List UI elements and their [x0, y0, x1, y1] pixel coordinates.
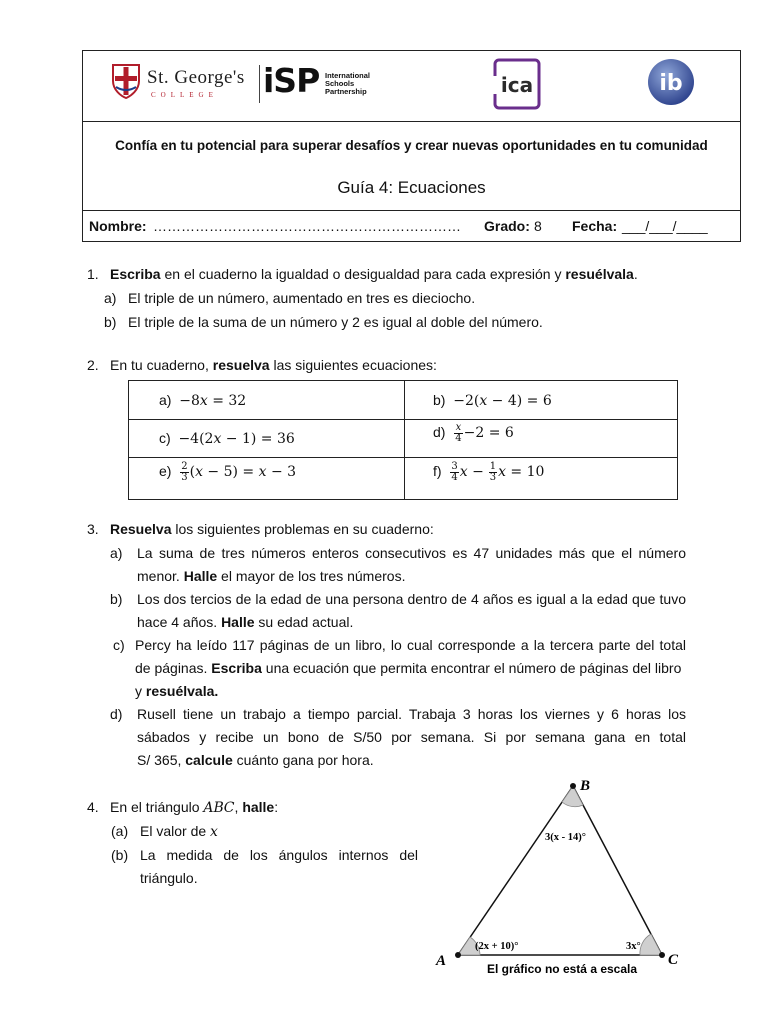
q4-text3: : [274, 799, 279, 815]
name-field[interactable]: ………………………………………………………… [153, 218, 461, 234]
q3-b-line2 [137, 614, 353, 630]
logo-row [83, 51, 740, 122]
motto-row [83, 122, 740, 211]
q1-bold2: resuélvala [565, 266, 634, 282]
st-georges-name: St. George's [147, 67, 245, 88]
angle-c-arc [640, 934, 662, 955]
q4-a-math: 𝑥 [210, 824, 218, 840]
triangle-figure [430, 775, 690, 980]
equation-e-fraction [180, 462, 188, 483]
isp-logo-text: iSP [263, 61, 320, 100]
q4-a-text-main: El valor de [140, 823, 211, 839]
name-label: Nombre: [89, 218, 147, 234]
equation-b-label: b) [433, 392, 446, 408]
q3-b-line2-text: hace 4 años. [137, 614, 222, 630]
q3-d-line3-bold: calcule [185, 752, 233, 768]
q3-a-line2 [137, 568, 405, 584]
q1-b-label: b) [104, 314, 117, 330]
q3-a-line2-bold: Halle [183, 568, 218, 584]
q4-number: 4. [87, 799, 99, 815]
table-divider-row1 [129, 419, 677, 420]
grade-value: 8 [534, 218, 542, 234]
q3-d-line3-rest: cuánto gana por hora. [232, 752, 374, 768]
q3-statement [110, 521, 434, 537]
q3-d-label: d) [110, 706, 123, 722]
equation-e-numerator: 2 [181, 461, 188, 472]
q1-a-text: El triple de un número, aumentado en tres es dieciocho. [128, 290, 476, 306]
equation-b [433, 392, 552, 409]
vertex-c-label: C [668, 952, 679, 968]
q4-b-label: (b) [111, 847, 129, 863]
q3-c-line2 [135, 660, 681, 676]
isp-logo-sub [325, 72, 370, 96]
q3-number: 3. [87, 521, 99, 537]
q3-c-line3 [135, 683, 218, 699]
equation-d-label: d) [433, 424, 446, 441]
equation-c [159, 430, 295, 447]
q3-text1: los siguientes problemas en su cuaderno: [171, 521, 434, 537]
q3-a-line2-text: menor. [137, 568, 184, 584]
q1-statement [110, 266, 638, 282]
equation-f-numerator2: 1 [489, 461, 497, 472]
q3-d-line1: Rusell tiene un trabajo a tiempo parcial. Trabaja 3 horas los viernes y 6 horas los [137, 706, 686, 722]
q2-statement [110, 357, 437, 373]
q4-b-line2: triángulo. [140, 870, 198, 886]
isp-logo [263, 61, 319, 100]
equation-c-label: c) [159, 430, 171, 446]
equation-f-numerator1: 3 [451, 461, 458, 472]
equation-f-rest: 𝑥 = 10 [498, 464, 545, 481]
q4-statement [110, 799, 278, 816]
q4-bold1: halle [242, 799, 275, 815]
q3-d-line3-text: S/ 365, [137, 752, 186, 768]
angle-a-label: (2x + 10)° [475, 941, 519, 952]
equation-e [159, 462, 296, 483]
side-bc [573, 786, 662, 955]
equation-b-expr: −2(𝑥 − 4) = 6 [453, 393, 552, 409]
q3-a-line2-rest: el mayor de los tres números. [217, 568, 406, 584]
q4-a-label: (a) [111, 823, 129, 839]
equation-a-label: a) [159, 392, 172, 408]
equation-d [433, 423, 514, 444]
q4-text1: En el triángulo [110, 799, 204, 815]
isp-sub-line2: Schools [325, 79, 355, 88]
equation-a [159, 392, 246, 409]
q1-number: 1. [87, 266, 99, 282]
equation-d-rest: −2 = 6 [463, 425, 514, 442]
q2-text2: las siguientes ecuaciones: [269, 357, 437, 373]
q3-b-line2-rest: su edad actual. [254, 614, 354, 630]
q4-b-line1: La medida de los ángulos internos del [140, 847, 418, 863]
header-box [82, 50, 741, 242]
vertex-b-label: B [580, 778, 591, 794]
ica-logo [491, 56, 543, 112]
equation-f-fraction1 [450, 462, 458, 483]
equation-d-numerator: 𝑥 [455, 422, 462, 433]
ica-logo-text: ica [500, 73, 534, 97]
q3-d-line2: sábados y recibe un bono de S/50 por semana. Si por semana gana en total [137, 729, 686, 745]
q3-c-line2-rest: una ecuación que permita encontrar el número de páginas del libro [261, 660, 682, 676]
equation-f-denominator1: 4 [451, 472, 458, 483]
equation-f-fraction2 [489, 462, 497, 483]
q4-text2: , [234, 799, 243, 815]
table-divider-row2 [129, 457, 677, 458]
side-ab [458, 786, 573, 955]
vertex-b-dot [570, 783, 576, 789]
q3-b-label: b) [110, 591, 123, 607]
equation-c-expr: −4(2𝑥 − 1) = 36 [178, 431, 295, 447]
figure-caption: El gráfico no está a escala [486, 962, 638, 976]
q3-c-line3-bold: resuélvala. [145, 683, 219, 699]
equation-a-expr: −8𝑥 = 32 [179, 393, 247, 409]
isp-sub-line3: Partnership [325, 87, 367, 96]
isp-sub-line1: International [325, 71, 371, 80]
shield-icon [111, 63, 141, 99]
table-divider-vertical [404, 381, 405, 499]
q4-a-text [140, 823, 218, 840]
q3-c-line2-bold: Escriba [211, 660, 262, 676]
vertex-c-dot [659, 952, 665, 958]
q2-text1: En tu cuaderno, [110, 357, 213, 373]
q3-bold1: Resuelva [110, 521, 172, 537]
motto: Confía en tu potencial para superar desafíos y crear nuevas oportunidades en tu comunidad [115, 138, 708, 153]
equation-e-label: e) [159, 463, 172, 480]
equation-e-rest: (𝑥 − 5) = 𝑥 − 3 [189, 464, 297, 481]
angle-b-label: 3(x - 14)° [545, 832, 586, 843]
equation-d-fraction [454, 423, 462, 444]
q3-a-label: a) [110, 545, 123, 561]
q3-b-line1: Los dos tercios de la edad de una persona dentro de 4 años es igual a la edad que tuvo [137, 591, 686, 607]
grade-label: Grado: [484, 218, 530, 234]
q3-c-line2-text: de páginas. [135, 660, 212, 676]
equation-table [128, 380, 678, 500]
date-field[interactable]: ___/___/____ [622, 218, 708, 234]
equation-f [433, 462, 544, 483]
equation-f-denominator2: 3 [489, 472, 497, 483]
q3-a-line1: La suma de tres números enteros consecutivos es 47 unidades más que el número [137, 545, 686, 561]
q3-c-line1: Percy ha leído 117 páginas de un libro, lo cual corresponde a la tercera parte del total [135, 637, 686, 653]
vertex-a-dot [455, 952, 461, 958]
q3-c-line3-text: y [135, 683, 146, 699]
q2-number: 2. [87, 357, 99, 373]
q3-b-line2-bold: Halle [221, 614, 255, 630]
q1-text2: . [633, 266, 638, 282]
q2-bold1: resuelva [212, 357, 270, 373]
date-label: Fecha: [572, 218, 618, 234]
ib-logo [645, 56, 697, 108]
q4-math: 𝐴𝐵𝐶 [203, 800, 235, 816]
equation-f-mid: 𝑥 − [459, 464, 484, 481]
q1-a-label: a) [104, 290, 117, 306]
q3-c-label: c) [113, 637, 125, 653]
vertex-a-label: A [436, 953, 447, 969]
equation-e-denominator: 3 [181, 472, 188, 483]
angle-c-label: 3x° [626, 941, 641, 952]
st-georges-sub: COLLEGE [151, 91, 218, 99]
page-title: Guía 4: Ecuaciones [337, 178, 486, 197]
equation-f-label: f) [433, 463, 442, 480]
st-georges-logo [111, 63, 261, 103]
logo-separator [259, 65, 260, 103]
name-row [83, 211, 740, 241]
q1-text1: en el cuaderno la igualdad o desigualdad para cada expresión y [160, 266, 566, 282]
q1-bold1: Escriba [110, 266, 161, 282]
q3-d-line3 [137, 752, 374, 768]
ib-logo-text: ib [659, 71, 683, 96]
equation-d-denominator: 4 [455, 433, 462, 444]
q1-b-text: El triple de la suma de un número y 2 es igual al doble del número. [128, 314, 543, 330]
